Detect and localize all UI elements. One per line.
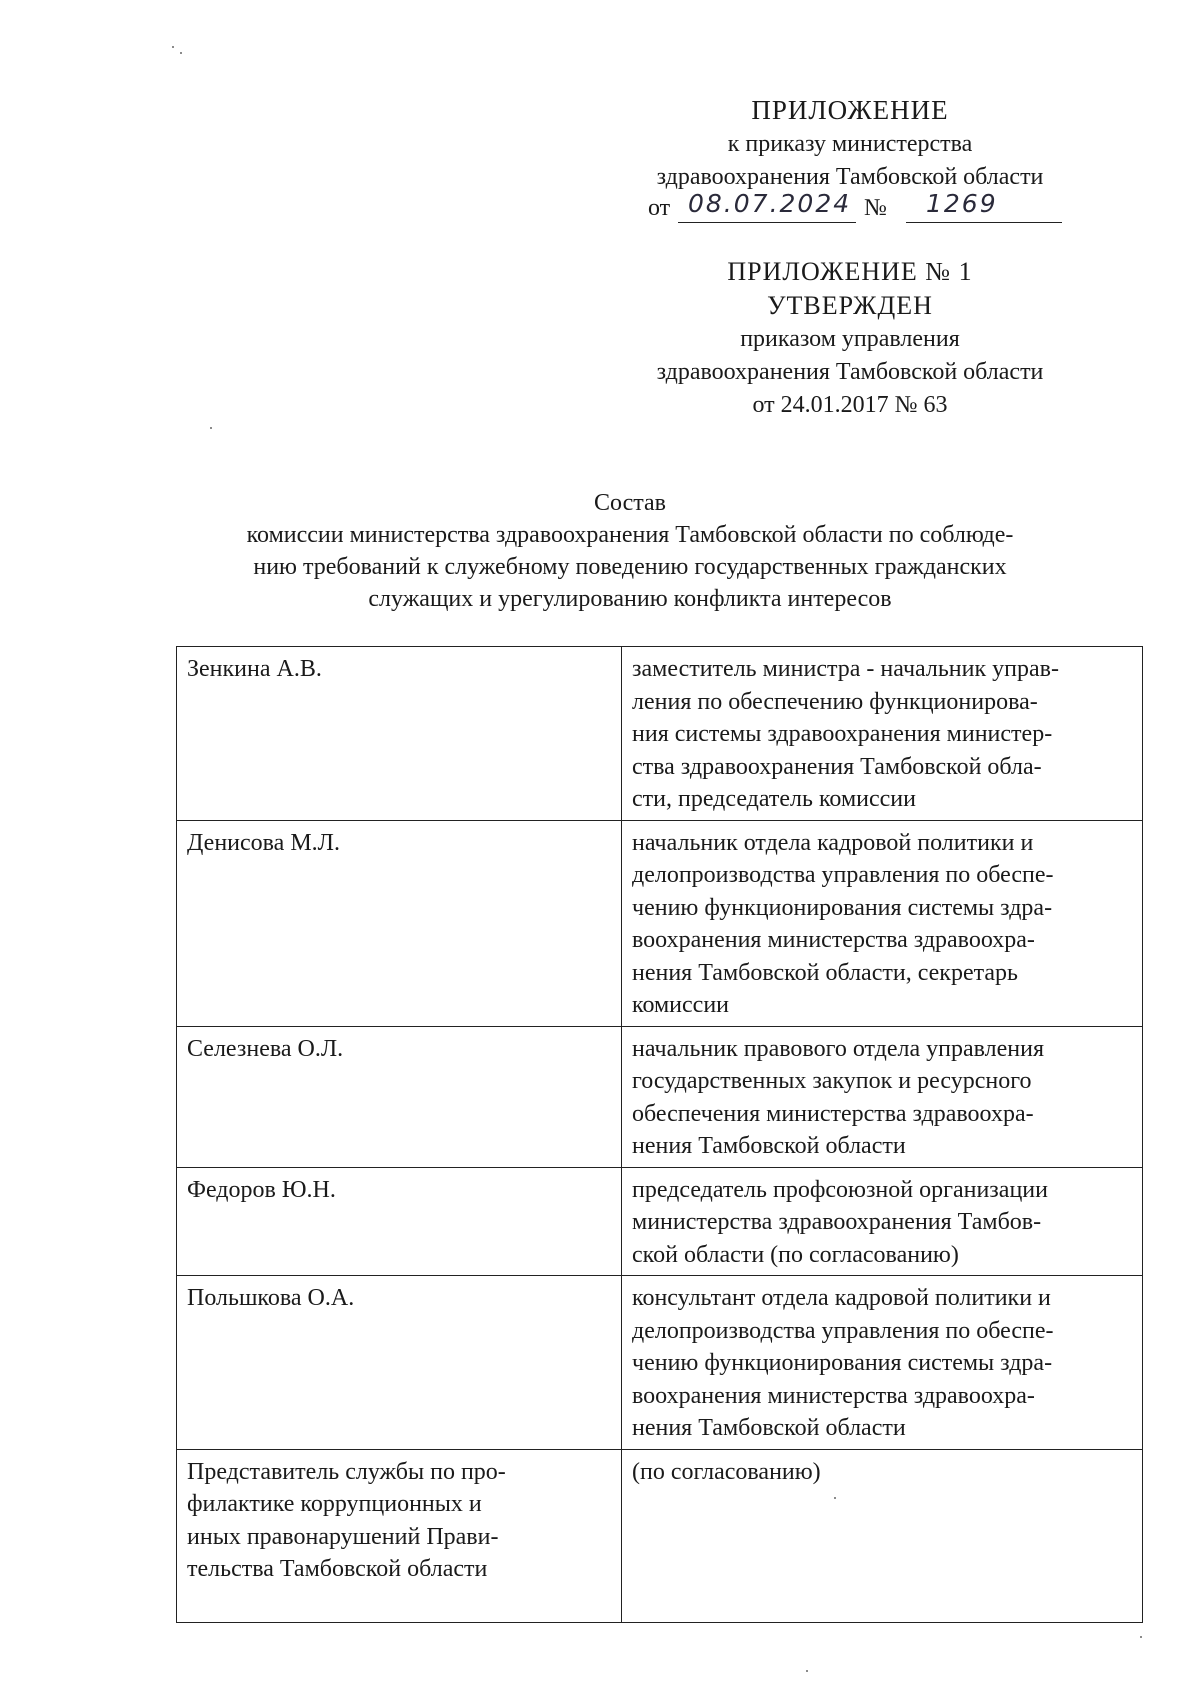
member-role-line: консультант отдела кадровой политики и bbox=[632, 1285, 1051, 1311]
heading-line-3: служащих и урегулированию конфликта интересов bbox=[368, 586, 892, 612]
member-role-line: государственных закупок и ресурсного bbox=[632, 1068, 1032, 1094]
annex1-line-2: здравоохранения Тамбовской области bbox=[656, 359, 1044, 385]
member-role-line: воохранения министерства здравоохра- bbox=[632, 927, 1035, 953]
annex-header bbox=[600, 92, 1100, 194]
member-role-line: воохранения министерства здравоохра- bbox=[632, 1382, 1035, 1409]
member-role-line: делопроизводства управления по обеспе- bbox=[632, 862, 1054, 888]
scan-speck bbox=[180, 52, 182, 54]
date-underline bbox=[678, 222, 856, 223]
heading-title: Состав bbox=[593, 490, 667, 516]
commission-heading bbox=[160, 487, 1100, 615]
number-underline bbox=[906, 222, 1062, 223]
member-name-line: Представитель службы по про- bbox=[187, 1458, 506, 1485]
heading-line-2: нию требований к служебному поведению государственных гражданских bbox=[253, 554, 1007, 580]
annex1-title: ПРИЛОЖЕНИЕ № 1 bbox=[727, 257, 973, 286]
member-role-cell bbox=[622, 820, 1143, 1026]
member-role-line: ства здравоохранения Тамбовской обла- bbox=[632, 753, 1042, 780]
approved-label: УТВЕРЖДЕН bbox=[767, 291, 933, 320]
member-role-line: ской области (по согласованию) bbox=[632, 1241, 959, 1268]
table-row bbox=[177, 1276, 1143, 1450]
member-name-line: тельства Тамбовской области bbox=[187, 1556, 488, 1582]
member-role-line: обеспечения министерства здравоохра- bbox=[632, 1100, 1034, 1127]
number-sign: № bbox=[864, 195, 887, 221]
scan-speck bbox=[1140, 1636, 1142, 1638]
member-role-cell bbox=[622, 1026, 1143, 1167]
annex-title: ПРИЛОЖЕНИЕ bbox=[751, 95, 949, 125]
member-role-line: (по согласованию) bbox=[632, 1458, 821, 1485]
member-name-cell bbox=[177, 1276, 622, 1450]
annex-line-2: здравоохранения Тамбовской области bbox=[656, 164, 1044, 190]
member-role-line: делопроизводства управления по обеспе- bbox=[632, 1317, 1054, 1344]
member-role-line: нения Тамбовской области bbox=[632, 1133, 906, 1159]
annex1-line-1: приказом управления bbox=[740, 326, 960, 352]
member-name-cell bbox=[177, 1167, 622, 1276]
annex1-line-3: от 24.01.2017 № 63 bbox=[752, 392, 948, 418]
member-name-cell bbox=[177, 820, 622, 1026]
scan-speck bbox=[834, 1497, 836, 1499]
date-prefix: от bbox=[648, 195, 671, 221]
member-role-line: ния системы здравоохранения министер- bbox=[632, 721, 1053, 747]
scan-speck bbox=[172, 46, 174, 48]
member-role-line: нения Тамбовской области bbox=[632, 1415, 906, 1441]
member-role-line: нения Тамбовской области, секретарь bbox=[632, 959, 1018, 986]
member-name-cell bbox=[177, 1026, 622, 1167]
table-row bbox=[177, 1167, 1143, 1276]
member-role-line: чению функционирования системы здра- bbox=[632, 1350, 1053, 1376]
member-role-line: министерства здравоохранения Тамбов- bbox=[632, 1209, 1042, 1235]
member-role-line: заместитель министра - начальник управ- bbox=[632, 656, 1059, 682]
member-role-cell bbox=[622, 1167, 1143, 1276]
commission-members-table bbox=[176, 646, 1143, 1623]
member-role-cell bbox=[622, 1276, 1143, 1450]
member-name-line: Зенкина А.В. bbox=[187, 656, 322, 682]
member-role-line: сти, председатель комиссии bbox=[632, 786, 916, 812]
table-row bbox=[177, 820, 1143, 1026]
annex1-header bbox=[600, 255, 1100, 422]
member-role-line: комиссии bbox=[632, 992, 730, 1018]
scan-speck bbox=[806, 1670, 808, 1672]
member-role-line: начальник правового отдела управления bbox=[632, 1035, 1045, 1062]
member-name-line: Польшкова О.А. bbox=[187, 1285, 355, 1311]
member-role-line: начальник отдела кадровой политики и bbox=[632, 829, 1034, 856]
scan-speck bbox=[210, 427, 212, 429]
table-row bbox=[177, 1449, 1143, 1622]
member-name-cell bbox=[177, 647, 622, 821]
member-role-cell bbox=[622, 1449, 1143, 1622]
handwritten-number: 1269 bbox=[926, 189, 998, 218]
heading-line-1: комиссии министерства здравоохранения Тамбовской области по соблюде- bbox=[246, 522, 1014, 548]
handwritten-date: 08.07.2024 bbox=[688, 189, 852, 218]
member-name-line: Федоров Ю.Н. bbox=[187, 1176, 336, 1203]
table-row bbox=[177, 1026, 1143, 1167]
member-name-line: иных правонарушений Прави- bbox=[187, 1523, 499, 1550]
member-role-line: председатель профсоюзной организации bbox=[632, 1176, 1048, 1203]
member-role-cell bbox=[622, 647, 1143, 821]
member-role-line: ления по обеспечению функционирова- bbox=[632, 688, 1038, 715]
member-name-line: филактике коррупционных и bbox=[187, 1491, 482, 1517]
order-date-number-line bbox=[648, 190, 1068, 226]
member-role-line: чению функционирования системы здра- bbox=[632, 894, 1053, 921]
annex-line-1: к приказу министерства bbox=[727, 131, 973, 157]
member-name-line: Селезнева О.Л. bbox=[187, 1035, 344, 1062]
member-name-line: Денисова М.Л. bbox=[187, 829, 340, 856]
table-row bbox=[177, 647, 1143, 821]
member-name-cell bbox=[177, 1449, 622, 1622]
